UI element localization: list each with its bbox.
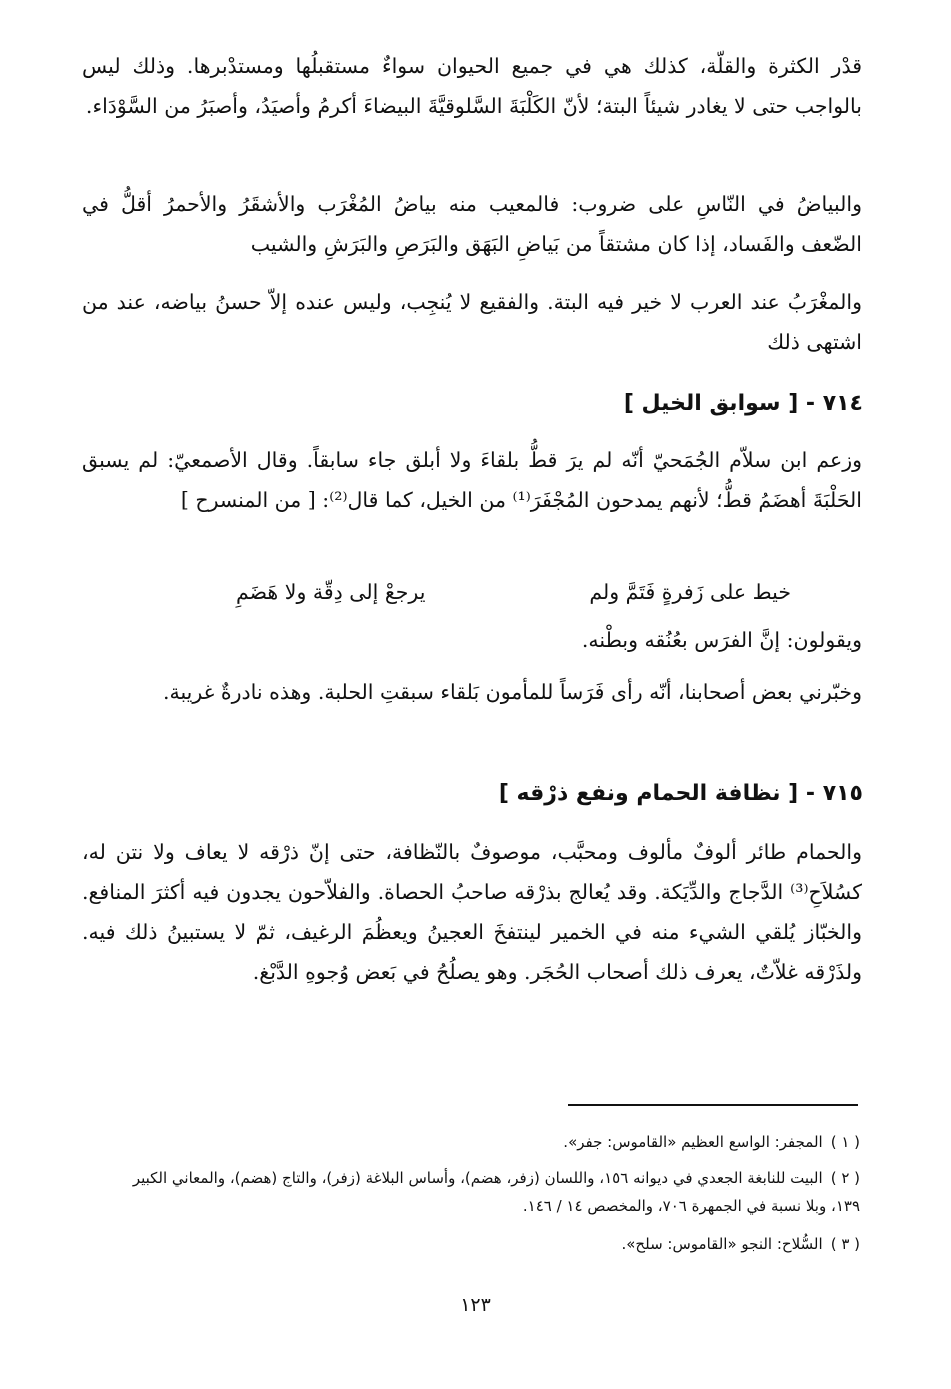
- footnote-2: [100, 1164, 860, 1220]
- footnote-divider: [568, 1104, 858, 1106]
- paragraph-color-continuation: قدْر الكثرة والقلّة، كذلك هي في جميع الحيوان سواءٌ مستقبلُها ومستدْبرها. وذلك ليس بالواجب حتى لا يغادر شيئاً البتة؛ لأنّ الكَلْبَةَ السَّلوقيَّةَ البيضاءَ أكرمُ وأصيَدُ، وأصبَرُ من السَّوْدَاء.: [82, 54, 862, 118]
- verse-second-hemistich: يرجعْ إلى دِقّة ولا هَضَمِ: [236, 580, 426, 604]
- paragraph-pigeon-cleanliness: والحمام طائر ألوفٌ مألوف ومحبَّب، موصوفٌ بالنّظافة، حتى إنّ ذرْقه لا يعاف ولا نتن له، كسُلاَحِ⁽³⁾ الدَّجاج والدِّيَكة. وقد يُعالج بذرْقه صاحبُ الحصاة. والفلاّحون يجدون فيه أكثرَ المنافع. والخبّاز يُلقي الشيء منه في الخمير لينتفخَ العجينُ ويعظُمَ الرغيف، ثمّ لا يستبينُ ذلك فيه. ولذَرْقه غلاّتٌ، يعرف ذلك أصحاب الحُجَر. وهو يصلُحُ في بَعض وُجوهِ الدَّبْغ.: [82, 840, 862, 984]
- footnote-text: البيت للنابغة الجعدي في ديوانه ١٥٦، واللسان (زفر، هضم)، وأساس البلاغة (زفر)، والتاج (هضم)، والمعاني الكبير ١٣٩، وبلا نسبة في الجمهرة ٧٠٦، والمخصص ١٤ / ١٤٦.: [132, 1169, 860, 1215]
- section-heading-714: ٧١٤ - [ سوابق الخيل ]: [623, 391, 863, 416]
- paragraph-whiteness-in-people: والبياضُ في النّاسِ على ضروب: فالمعيب منه بياضُ المُغْرَب والأشقَرُ والأحمرُ أقلُّ في الضّعف والفَساد، إذا كان مشتقاً من بَياضِ البَهَق والبَرَصِ والبَرَشِ والشيب: [82, 192, 862, 256]
- paragraph-mamun-horse: وخبّرني بعض أصحابنا، أنّه رأى فَرَساً للمأمون بَلقاء سبقتِ الحلبة. وهذه نادرةٌ غريبة.: [162, 680, 862, 704]
- paragraph-ibn-sallam: وزعم ابن سلاّم الجُمَحيّ أنّه لم يرَ قطُّ بلقاءَ ولا أبلق جاء سابقاً. وقال الأصمعيّ: لم يسبق الحَلْبَةَ أهضَمُ قطُّ؛ لأنهم يمدحون المُجْفَرَ⁽¹⁾ من الخيل، كما قال⁽²⁾: [ من المنسرح ]: [82, 448, 862, 512]
- paragraph-horse-neck: ويقولون: إنَّ الفرَس بعُنُقه وبطْنه.: [581, 628, 862, 652]
- page-number: ١٢٣: [460, 1294, 491, 1316]
- footnote-number: ( ١ ): [830, 1133, 860, 1151]
- footnote-number: ( ٣ ): [830, 1235, 860, 1253]
- verse-first-hemistich: خيط على زَفرةٍ فَتَمَّ ولم: [589, 580, 791, 604]
- footnote-1: [100, 1128, 860, 1156]
- footnote-text: السُّلاح: النجو «القاموس: سلح».: [621, 1235, 823, 1253]
- paragraph-mughrab: والمغْرَبُ عند العرب لا خير فيه البتة. والفقيع لا يُنجِب، وليس عنده إلاّ حسنُ بياضه، عند من اشتهى ذلك: [82, 290, 862, 354]
- footnote-number: ( ٢ ): [830, 1169, 860, 1187]
- section-heading-715: ٧١٥ - [ نظافة الحمام ونفع ذرْقه ]: [498, 781, 863, 806]
- footnote-text: المجفر: الواسع العظيم «القاموس: جفر».: [563, 1133, 823, 1151]
- footnote-3: [100, 1230, 860, 1258]
